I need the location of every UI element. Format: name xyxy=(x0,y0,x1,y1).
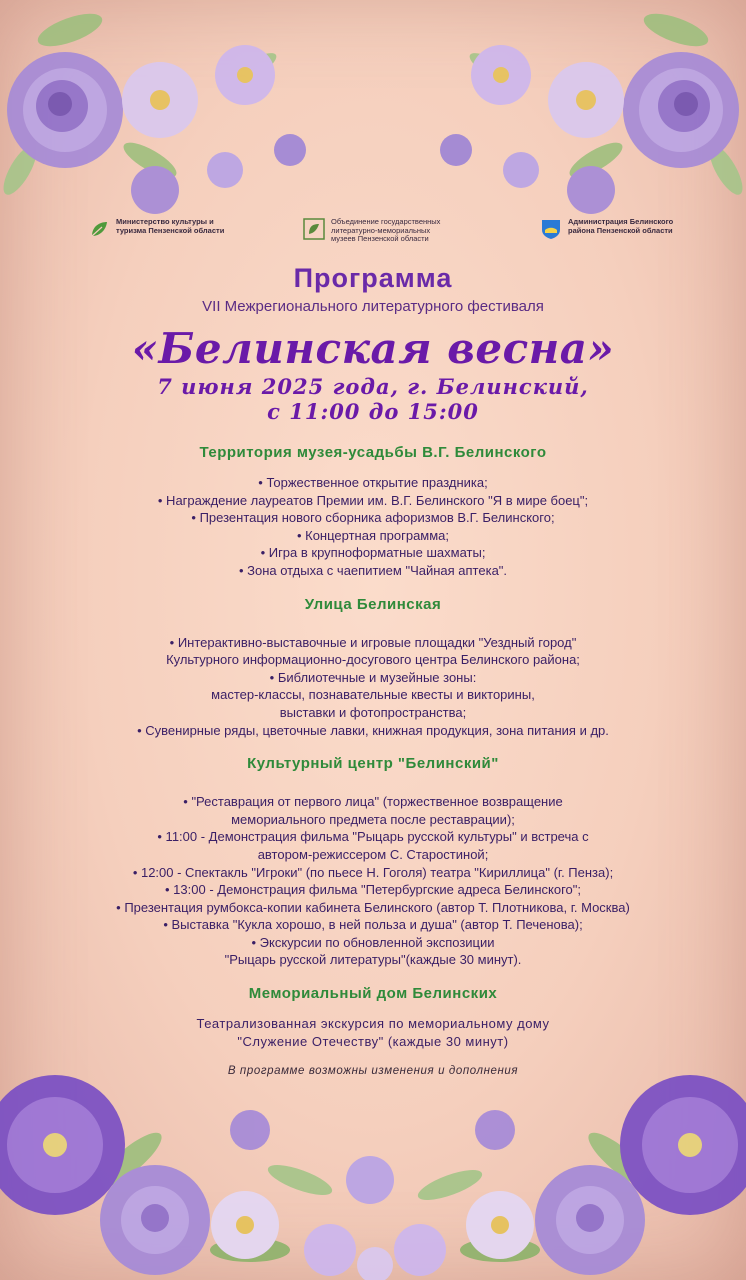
museums-logo xyxy=(303,218,451,244)
administration-logo xyxy=(540,218,688,240)
list-item: выставки и фотопространства; xyxy=(279,704,467,720)
list-item: • Сувенирные ряды, цветочные лавки, книжная продукция, зона питания и др. xyxy=(137,722,609,738)
section-title: Территория музея-усадьбы В.Г. Белинского xyxy=(199,444,547,461)
list-item: • "Реставрация от первого лица" (торжественное возвращение xyxy=(183,794,563,810)
program-content xyxy=(0,258,746,1078)
festival-name: «Белинская весна» xyxy=(131,324,615,373)
museums-logo-text: Объединение государственных литературно-мемориальных музеев Пензенской области xyxy=(331,217,441,243)
list-item: • Зона отдыха с чаепитием "Чайная аптека". xyxy=(238,562,508,578)
section-title: Культурный центр "Белинский" xyxy=(247,755,499,773)
section-title: Мемориальный дом Белинских xyxy=(248,985,498,1003)
list-item: мемориального предмета после реставрации); xyxy=(231,811,515,827)
list-item: • 11:00 - Демонстрация фильма "Рыцарь русской культуры" и встреча с xyxy=(157,829,589,845)
list-item: • Презентация румбокса-копии кабинета Белинского (автор Т. Плотникова, г. Москва) xyxy=(116,899,630,915)
section-memorial-house xyxy=(0,985,746,1050)
list-item: "Рыцарь русской литературы"(каждые 30 минут). xyxy=(224,952,522,968)
list-item: Культурного информационно-досугового центра Белинского района; xyxy=(166,652,580,668)
list-item: мастер-классы, познавательные квесты и викторины, xyxy=(211,687,535,703)
museum-emblem-icon xyxy=(303,218,325,240)
list-item: • Награждение лауреатов Премии им. В.Г. Белинского "Я в мире боец"; xyxy=(157,492,589,508)
ministry-logo xyxy=(88,218,236,240)
list-item: • Торжественное открытие праздника; xyxy=(258,475,488,490)
administration-logo-text: Администрация Белинского района Пензенской области xyxy=(568,217,674,235)
list-item: • Библиотечные и музейные зоны: xyxy=(269,669,477,685)
list-item: • Концертная программа; xyxy=(296,527,450,543)
date-line-2: с 11:00 до 15:00 xyxy=(267,399,479,424)
section-title: Улица Белинская xyxy=(304,595,442,613)
coat-of-arms-icon xyxy=(540,218,562,240)
top-left-floral-decoration xyxy=(0,0,320,220)
list-item: Театрализованная экскурсия по мемориальному дому xyxy=(196,1016,550,1032)
list-item: • 13:00 - Демонстрация фильма "Петербургские адреса Белинского"; xyxy=(165,882,581,898)
list-item: • Выставка "Кукла хорошо, в ней польза и душа" (автор Т. Печенова); xyxy=(163,917,583,933)
list-item: • Игра в крупноформатные шахматы; xyxy=(260,545,486,561)
logos-row xyxy=(0,218,746,258)
program-heading: Программа xyxy=(293,263,453,293)
changes-note: В программе возможны изменения и дополнения xyxy=(227,1065,519,1078)
list-item: автором-режиссером С. Старостиной; xyxy=(257,846,489,862)
top-right-floral-decoration xyxy=(426,0,746,220)
list-item: • Экскурсии по обновленной экспозиции xyxy=(251,934,495,950)
ministry-logo-text: Министерство культуры и туризма Пензенской области xyxy=(116,217,225,235)
section-museum-estate xyxy=(0,444,746,580)
festival-subtitle: VII Межрегионального литературного фестиваля xyxy=(202,298,544,315)
list-item: • 12:00 - Спектакль "Игроки" (по пьесе Н. Гоголя) театра "Кириллица" (г. Пенза); xyxy=(132,864,614,880)
list-item: • Интерактивно-выставочные и игровые площадки "Уездный город" xyxy=(169,634,577,650)
section-cultural-center xyxy=(0,755,746,969)
list-item: • Презентация нового сборника афоризмов В.Г. Белинского; xyxy=(191,510,555,526)
list-item: "Служение Отечеству" (каждые 30 минут) xyxy=(237,1033,509,1049)
date-line-1: 7 июня 2025 года, г. Белинский, xyxy=(157,374,589,399)
leaf-icon xyxy=(88,218,110,240)
section-belinskaya-street xyxy=(0,596,746,740)
